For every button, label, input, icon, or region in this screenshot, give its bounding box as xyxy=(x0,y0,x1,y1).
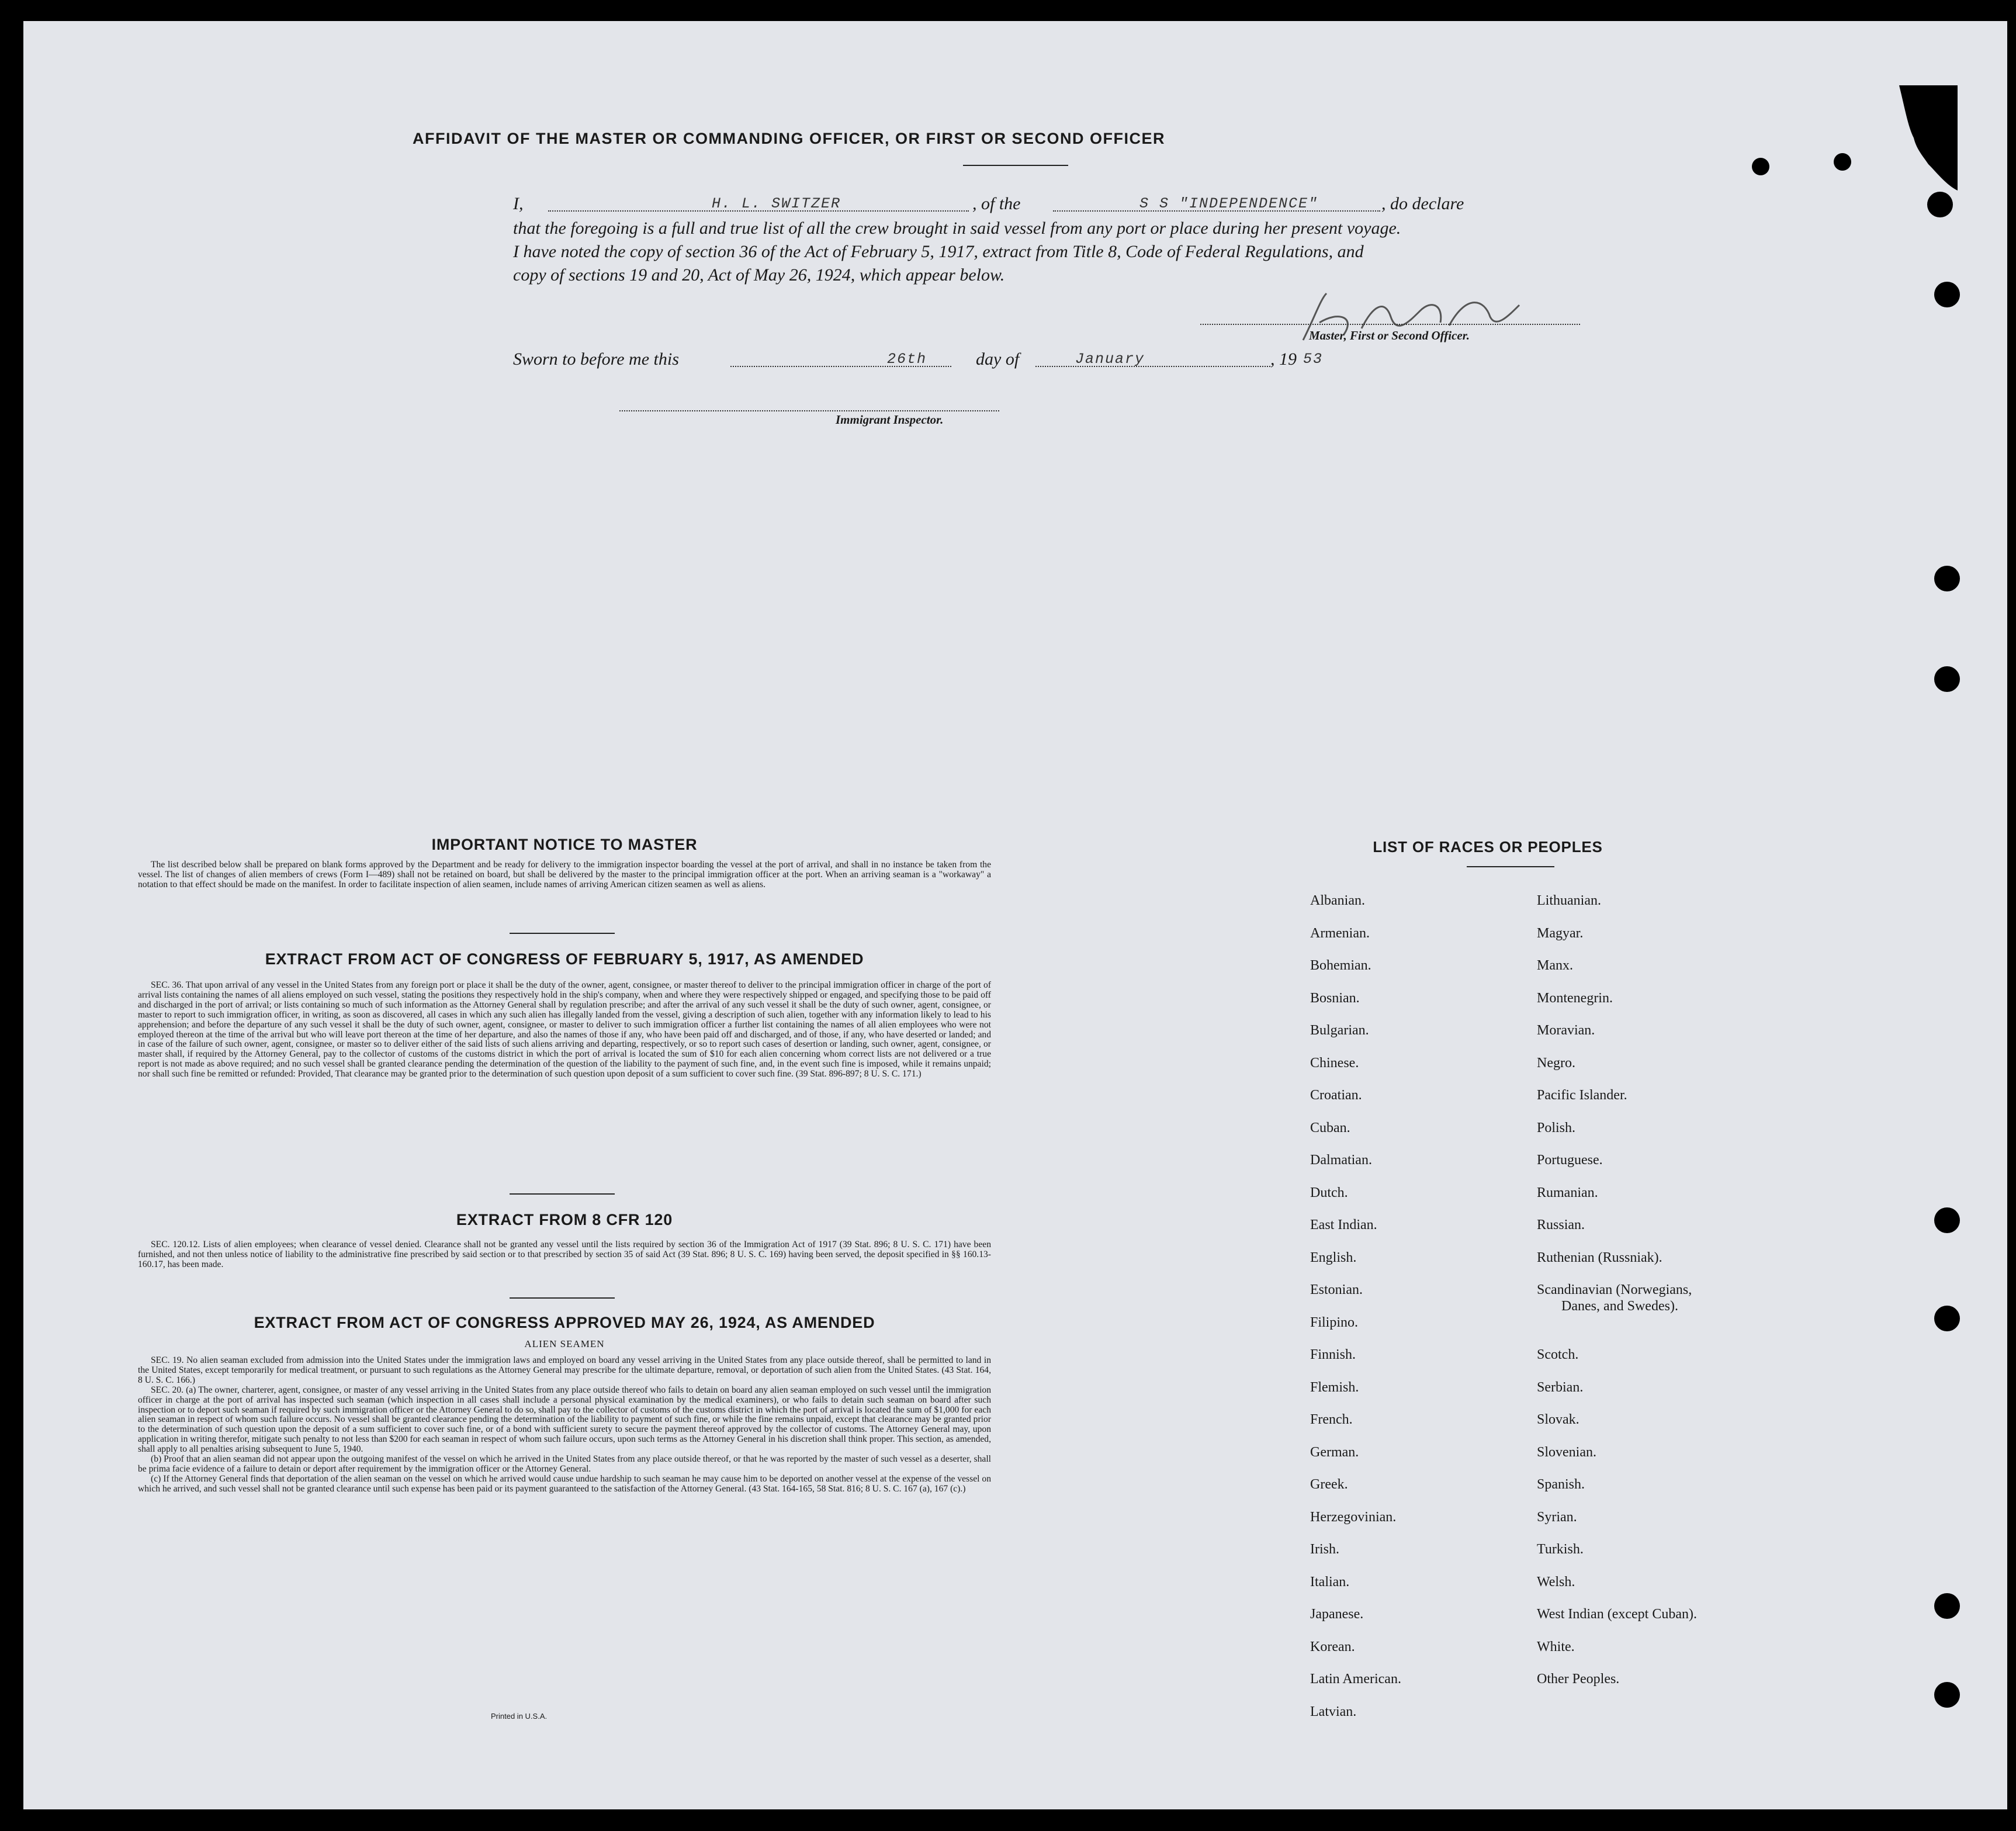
affidavit-line-2: that the foregoing is a full and true list of all the crew brought in said vessel from any port or place during her present voyage. xyxy=(513,219,1401,238)
race-item: Ruthenian (Russniak). xyxy=(1537,1249,1662,1265)
race-item: English. xyxy=(1310,1249,1357,1265)
i-label: I, xyxy=(513,194,524,213)
punch-hole xyxy=(1934,666,1960,692)
affidavit-line-1 xyxy=(513,194,1588,217)
race-item: Lithuanian. xyxy=(1537,893,1601,908)
race-item: Croatian. xyxy=(1310,1088,1362,1103)
race-item: East Indian. xyxy=(1310,1217,1377,1233)
document-page xyxy=(23,21,2007,1809)
race-item: White. xyxy=(1537,1639,1575,1655)
vessel-name: S S "INDEPENDENCE" xyxy=(1139,195,1319,212)
race-item: French. xyxy=(1310,1412,1353,1427)
affidavit-title: AFFIDAVIT OF THE MASTER OR COMMANDING OFFICER, OR FIRST OR SECOND OFFICER xyxy=(413,130,1165,147)
race-item: German. xyxy=(1310,1444,1359,1460)
extract-1924-body: SEC. 19. No alien seaman excluded from admission into the United States under the immigration laws and employed on board any vessel arriving in the United States from any place outside thereof, shall be permitted to land in the United States, except temporarily for medical treatment, or pursuant to such regulations as the Attorney General may prescribe for the ultimate departure, removal, or deportation of such alien from the United States. (43 Stat. 164, 8 U. S. C. 166.) SEC. 20. (a) The owner, charterer, agent, consignee, or master of any vessel arriving in the United States from any place outside thereof who fails to detain on board any alien seaman employed on such vessel until the immigration officer in charge at the port of arrival has inspected such seaman (which inspection in all cases shall include a personal physical examination by the medical examiners), or who fails to detain such seaman on board after such inspection or to deport such seaman if required by such immigration officer or the Attorney General to do so, shall pay to the collector of customs of the customs district in which the port of arrival is located the sum of $1,000 for each alien seaman in respect of whom such failure occurs. No vessel shall be granted clearance pending the determination of the liability to payment of such fine, or while the fine remains unpaid, except that clearance may be granted prior to the determination of such question upon the deposit of a sum sufficient to cover such fine, or of a bond with sufficient surety to secure the payment thereof approved by the collector of customs. The Attorney General may, upon application in writing therefor, mitigate such penalty to not less than $200 for each seaman in respect of whom such failure occurs, upon such terms as the Attorney General in his discretion shall think proper. This section, as amended, shall apply to all penalties arising subsequent to June 5, 1940. (b) Proof that an alien seaman did not appear upon the outgoing manifest of the vessel on which he arrived in the United States from any place outside thereof, or that he was reported by the master of such vessel as a deserter, shall be prima facie evidence of a failure to detain or deport after requirement by the immigration officer or the Attorney General. (c) If the Attorney General finds that deportation of the alien seaman on the vessel on which he arrived would cause undue hardship to such seaman he may cause him to be deported on another vessel at the expense of the vessel on which he arrived, and such vessel shall not be granted clearance until such expense has been paid or its payment guaranteed to the satisfaction of the Attorney General. (43 Stat. 164-165, 58 Stat. 816; 8 U. S. C. 167 (a), 167 (c).) xyxy=(138,1355,991,1494)
extract-8cfr-body: SEC. 120.12. Lists of alien employees; when clearance of vessel denied. Clearance shall not be granted any vessel until the lists required by section 36 of the Immigration Act of 1917 (39 Stat. 896; 8 U. S. C. 171) have been furnished, and not then unless notice of liability to the administrative fine prescribed by said section or to that prescribed by section 35 of said Act (39 Stat. 896; 8 U. S. C. 169) having been served, the deposit specified in §§ 160.13-160.17, has been made. xyxy=(138,1240,991,1269)
do-declare-label: , do declare xyxy=(1381,194,1464,213)
races-title: LIST OF RACES OR PEOPLES xyxy=(1373,838,1603,856)
race-item: Manx. xyxy=(1537,958,1573,973)
race-item: Italian. xyxy=(1310,1574,1350,1590)
year-prefix: , 19 xyxy=(1270,349,1297,369)
race-item: Pacific Islander. xyxy=(1537,1088,1627,1103)
race-item: Korean. xyxy=(1310,1639,1355,1655)
race-item: Flemish. xyxy=(1310,1379,1359,1395)
race-item: Syrian. xyxy=(1537,1509,1577,1525)
notice-body: The list described below shall be prepared on blank forms approved by the Department and be ready for delivery to the immigration inspector boarding the vessel at the port of arrival, and shall in no instance be taken from the vessel. The list of changes of alien members of crews (Form I—489) shall not be retained on board, but shall be delivered by the master to the principal immigration officer at the port. When an arriving seaman is a "workaway" a notation to that effect should be made on the manifest. In order to facilitate inspection of alien seamen, include names of arriving American citizen seamen as well as aliens. xyxy=(138,860,991,889)
race-item: Armenian. xyxy=(1310,925,1370,941)
extract-8cfr-title: EXTRACT FROM 8 CFR 120 xyxy=(456,1211,673,1228)
sworn-month: January xyxy=(1075,351,1145,368)
day-of-label: day of xyxy=(976,349,1020,369)
extract-1924-title: EXTRACT FROM ACT OF CONGRESS APPROVED MAY 26, 1924, AS AMENDED xyxy=(254,1314,875,1331)
torn-corner xyxy=(1882,85,1958,202)
race-item: Cuban. xyxy=(1310,1120,1350,1136)
race-item: Scotch. xyxy=(1537,1347,1579,1362)
race-item: Bulgarian. xyxy=(1310,1023,1369,1038)
race-item: Serbian. xyxy=(1537,1379,1584,1395)
race-item: Latin American. xyxy=(1310,1671,1401,1687)
sworn-label: Sworn to before me this xyxy=(513,349,679,369)
race-item: West Indian (except Cuban). xyxy=(1537,1607,1697,1622)
printed-in-usa: Printed in U.S.A. xyxy=(491,1712,548,1721)
notice-title: IMPORTANT NOTICE TO MASTER xyxy=(431,836,698,853)
race-item: Slovak. xyxy=(1537,1412,1579,1427)
sworn-year: 53 xyxy=(1303,351,1324,368)
race-item: Estonian. xyxy=(1310,1282,1363,1297)
punch-hole xyxy=(1752,158,1769,175)
race-item: Latvian. xyxy=(1310,1704,1357,1719)
sworn-day: 26th xyxy=(887,351,927,368)
race-item: Bohemian. xyxy=(1310,958,1371,973)
race-item: Other Peoples. xyxy=(1537,1671,1620,1687)
punch-hole xyxy=(1934,282,1960,307)
race-item: Albanian. xyxy=(1310,893,1365,908)
punch-hole xyxy=(1934,566,1960,591)
race-item: Bosnian. xyxy=(1310,990,1360,1006)
race-item: Negro. xyxy=(1537,1055,1575,1071)
punch-hole xyxy=(1834,153,1851,171)
race-item: Spanish. xyxy=(1537,1477,1585,1492)
punch-hole xyxy=(1934,1682,1960,1708)
punch-hole xyxy=(1934,1306,1960,1331)
race-item: Chinese. xyxy=(1310,1055,1359,1071)
race-item: Polish. xyxy=(1537,1120,1576,1136)
race-item: Herzegovinian. xyxy=(1310,1509,1397,1525)
title-underline xyxy=(963,165,1068,166)
punch-hole xyxy=(1934,1593,1960,1619)
inspector-label: Immigrant Inspector. xyxy=(836,413,944,427)
race-item: Danes, and Swedes). xyxy=(1561,1299,1678,1314)
race-item: Portuguese. xyxy=(1537,1152,1603,1168)
race-item: Montenegrin. xyxy=(1537,990,1613,1006)
race-item: Dalmatian. xyxy=(1310,1152,1372,1168)
race-item: Scandinavian (Norwegians, xyxy=(1537,1282,1692,1297)
race-item: Russian. xyxy=(1537,1217,1585,1233)
race-item: Slovenian. xyxy=(1537,1444,1596,1460)
race-item: Dutch. xyxy=(1310,1185,1348,1200)
signature-caption: Master, First or Second Officer. xyxy=(1309,328,1470,342)
race-item: Turkish. xyxy=(1537,1542,1584,1557)
race-item: Magyar. xyxy=(1537,925,1584,941)
extract-1917-body: SEC. 36. That upon arrival of any vessel in the United States from any foreign port or place it shall be the duty of the owner, agent, consignee, or master thereof to deliver to the principal immigration officer in charge of the port of arrival lists containing the names of all aliens employed on such vessel, stating the positions they respectively hold in the ship's company, when and where they were respectively shipped or engaged, and specifying those to be paid off and discharged in the port of arrival; or lists containing so much of such information as the Attorney General shall by regulation prescribe; and after the arrival of any such vessel it shall be the duty of such owner, agent, consignee, or master to report to such immigration officer, in writing, as soon as discovered, all cases in which any such alien has illegally landed from the vessel, giving a description of such alien, together with any information likely to lead to his apprehension; and before the departure of any such vessel it shall be the duty of such owner, agent, consignee, or master to deliver to such immigration officer a further list containing the names of all alien employees who were not employed thereon at the time of the arrival but who will leave port thereon at the time of her departure, and also the names of those if any, who have been paid off and discharged, and of those, if any, who have deserted or landed; and in case of the failure of such owner, agent, consignee, or master so to deliver either of the said lists of such aliens arriving and departing, respectively, or so to report such cases of desertion or landing, such owner, agent, consignee, or master shall, if required by the Attorney General, pay to the collector of customs of the customs district in which the port of arrival is located the sum of $10 for each alien concerning whom correct lists are not delivered or a true report is not made as above required; and no such vessel shall be granted clearance pending the determination of the question of the liability to the payment of such fine, and, in the event such fine is imposed, while it remains unpaid; nor shall such fine be remitted or refunded: Provided, That clearance may be granted prior to the determination of such question upon deposit of a sum sufficient to cover such fine. (39 Stat. 896-897; 8 U. S. C. 171.) xyxy=(138,980,991,1079)
race-item: Welsh. xyxy=(1537,1574,1575,1590)
affidavit-line-3: I have noted the copy of section 36 of the Act of February 5, 1917, extract from Title 8, Code of Federal Regulations, and xyxy=(513,242,1364,261)
alien-seamen-subtitle: ALIEN SEAMEN xyxy=(524,1338,605,1349)
race-item: Finnish. xyxy=(1310,1347,1356,1362)
affidavit-line-4: copy of sections 19 and 20, Act of May 26, 1924, which appear below. xyxy=(513,265,1005,285)
race-item: Rumanian. xyxy=(1537,1185,1598,1200)
race-item: Irish. xyxy=(1310,1542,1339,1557)
race-item: Filipino. xyxy=(1310,1314,1359,1330)
extract-1917-title: EXTRACT FROM ACT OF CONGRESS OF FEBRUARY 5, 1917, AS AMENDED xyxy=(265,950,864,968)
punch-hole xyxy=(1934,1207,1960,1233)
of-the-label: , of the xyxy=(972,194,1021,213)
sworn-line xyxy=(513,349,1331,373)
race-item: Japanese. xyxy=(1310,1607,1364,1622)
race-item: Greek. xyxy=(1310,1477,1348,1492)
race-item: Moravian. xyxy=(1537,1023,1595,1038)
master-name: H. L. SWITZER xyxy=(712,195,841,212)
